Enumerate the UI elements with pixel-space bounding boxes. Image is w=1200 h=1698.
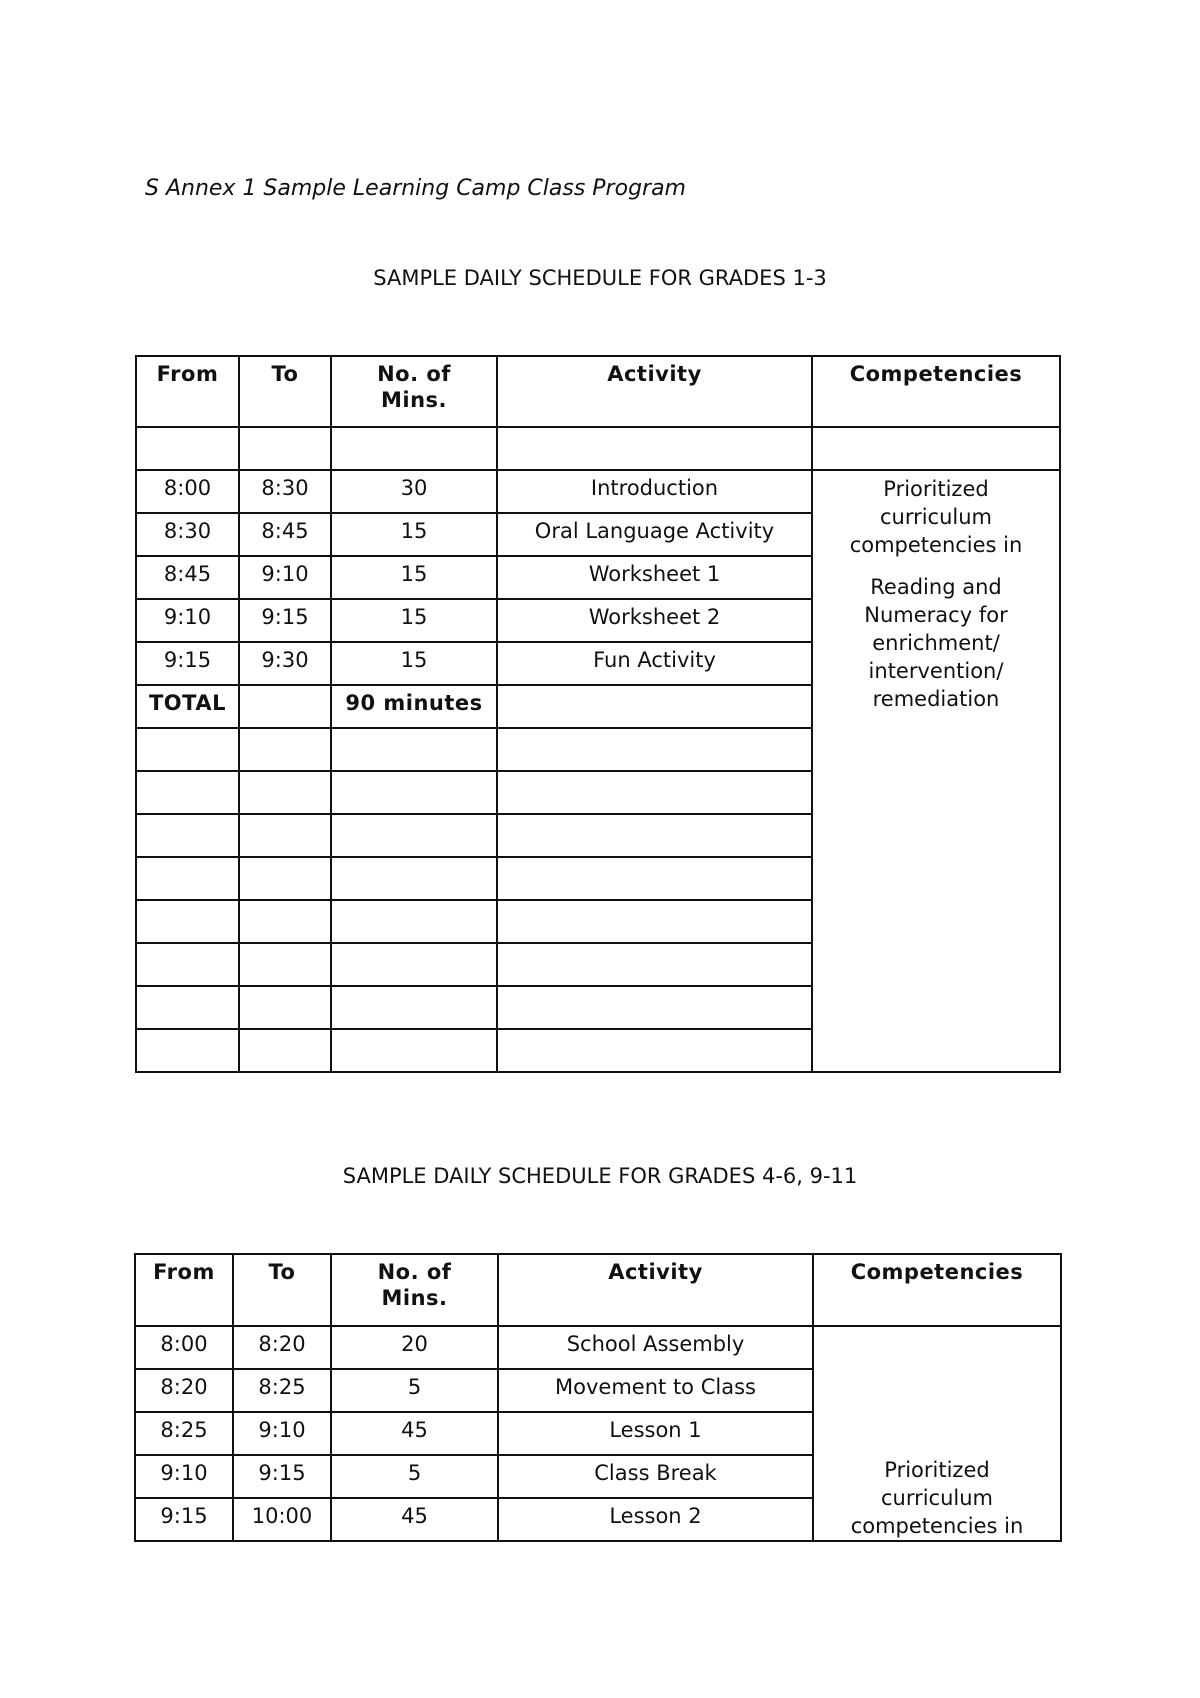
col-header-activity: Activity xyxy=(497,356,812,427)
cell-to: 9:30 xyxy=(239,642,331,685)
cell-activity: Lesson 1 xyxy=(498,1412,813,1455)
competency-line: competencies in xyxy=(849,533,1023,557)
cell-to: 9:10 xyxy=(239,556,331,599)
table-cell xyxy=(497,900,812,943)
document-title: S Annex 1 Sample Learning Camp Class Program xyxy=(145,176,686,201)
competency-paragraph-1 xyxy=(820,1456,1054,1540)
cell-mins: 15 xyxy=(331,642,497,685)
table-cell xyxy=(331,771,497,814)
table-cell xyxy=(497,728,812,771)
table-header-row xyxy=(135,1254,1061,1326)
competency-line: enrichment/ xyxy=(872,631,1000,655)
competency-line: curriculum xyxy=(879,505,993,529)
table-cell xyxy=(239,814,331,857)
cell-activity: Fun Activity xyxy=(497,642,812,685)
cell-from: 9:10 xyxy=(136,599,239,642)
table-cell xyxy=(136,771,239,814)
cell-mins: 45 xyxy=(331,1412,498,1455)
table-cell xyxy=(239,427,331,470)
table-cell xyxy=(497,857,812,900)
schedule-1-table xyxy=(135,355,1061,1073)
cell-mins: 30 xyxy=(331,470,497,513)
table-cell xyxy=(497,943,812,986)
table-cell xyxy=(136,943,239,986)
cell-activity: Movement to Class xyxy=(498,1369,813,1412)
col-header-mins-line1: No. of xyxy=(377,1260,452,1284)
table-cell xyxy=(136,1029,239,1072)
table-cell xyxy=(331,900,497,943)
table-cell xyxy=(497,1029,812,1072)
table-cell xyxy=(239,728,331,771)
cell-from: 8:20 xyxy=(135,1369,233,1412)
col-header-mins xyxy=(331,1254,498,1326)
table-cell xyxy=(239,900,331,943)
competency-line: Reading and xyxy=(870,575,1002,599)
cell-from: 8:45 xyxy=(136,556,239,599)
cell-mins: 15 xyxy=(331,556,497,599)
schedule-2-heading: SAMPLE DAILY SCHEDULE FOR GRADES 4-6, 9-11 xyxy=(342,1164,858,1188)
competency-line: intervention/ xyxy=(868,659,1004,683)
cell-activity: Worksheet 2 xyxy=(497,599,812,642)
col-header-competencies: Competencies xyxy=(812,356,1060,427)
competency-line: remediation xyxy=(872,687,1000,711)
table-cell xyxy=(136,857,239,900)
table-row xyxy=(135,1326,1061,1369)
competencies-cell xyxy=(812,470,1060,1072)
schedule-2-table xyxy=(134,1253,1062,1542)
col-header-to: To xyxy=(233,1254,331,1326)
cell-to: 8:30 xyxy=(239,470,331,513)
cell-mins: 15 xyxy=(331,513,497,556)
cell-mins: 20 xyxy=(331,1326,498,1369)
cell-from: 9:15 xyxy=(135,1498,233,1541)
cell-to: 10:00 xyxy=(233,1498,331,1541)
table-cell xyxy=(136,427,239,470)
cell-from: 8:30 xyxy=(136,513,239,556)
table-row xyxy=(136,470,1060,513)
competency-line: curriculum xyxy=(880,1486,994,1510)
col-header-from: From xyxy=(135,1254,233,1326)
table-cell xyxy=(331,857,497,900)
col-header-competencies: Competencies xyxy=(813,1254,1061,1326)
competency-paragraph-2 xyxy=(819,573,1053,713)
table-cell xyxy=(497,427,812,470)
cell-activity: School Assembly xyxy=(498,1326,813,1369)
table-cell xyxy=(497,814,812,857)
table-header-row xyxy=(136,356,1060,427)
table-cell xyxy=(497,986,812,1029)
table-cell xyxy=(331,1029,497,1072)
table-cell xyxy=(136,814,239,857)
table-cell xyxy=(136,728,239,771)
table-cell xyxy=(136,900,239,943)
cell-mins: 45 xyxy=(331,1498,498,1541)
cell-to: 8:20 xyxy=(233,1326,331,1369)
cell-from: 9:10 xyxy=(135,1455,233,1498)
col-header-mins-line2: Mins. xyxy=(380,388,448,412)
cell-to: 8:25 xyxy=(233,1369,331,1412)
cell-mins: 15 xyxy=(331,599,497,642)
table-cell xyxy=(239,1029,331,1072)
col-header-to: To xyxy=(239,356,331,427)
table-cell xyxy=(331,986,497,1029)
cell-from: 9:15 xyxy=(136,642,239,685)
table-cell xyxy=(239,986,331,1029)
competency-paragraph-1 xyxy=(819,475,1053,559)
table-cell xyxy=(331,427,497,470)
cell-to: 9:15 xyxy=(239,599,331,642)
col-header-from: From xyxy=(136,356,239,427)
cell-mins: 5 xyxy=(331,1455,498,1498)
cell-from: 8:25 xyxy=(135,1412,233,1455)
cell-from: 8:00 xyxy=(135,1326,233,1369)
table-cell xyxy=(331,728,497,771)
cell-activity: Class Break xyxy=(498,1455,813,1498)
cell-to: 9:10 xyxy=(233,1412,331,1455)
table-row-blank xyxy=(136,427,1060,470)
table-cell xyxy=(812,427,1060,470)
competency-line: competencies in xyxy=(850,1514,1024,1538)
cell-mins: 5 xyxy=(331,1369,498,1412)
schedule-1-heading: SAMPLE DAILY SCHEDULE FOR GRADES 1-3 xyxy=(373,266,827,290)
cell-activity: Introduction xyxy=(497,470,812,513)
cell-activity: Worksheet 1 xyxy=(497,556,812,599)
total-label: TOTAL xyxy=(136,685,239,728)
table-cell xyxy=(239,857,331,900)
table-cell xyxy=(497,685,812,728)
competency-line: Prioritized xyxy=(883,477,989,501)
competencies-cell xyxy=(813,1326,1061,1541)
table-cell xyxy=(331,814,497,857)
cell-to: 8:45 xyxy=(239,513,331,556)
table-cell xyxy=(239,943,331,986)
table-cell xyxy=(239,771,331,814)
col-header-activity: Activity xyxy=(498,1254,813,1326)
cell-to: 9:15 xyxy=(233,1455,331,1498)
cell-activity: Oral Language Activity xyxy=(497,513,812,556)
table-cell xyxy=(331,943,497,986)
cell-from: 8:00 xyxy=(136,470,239,513)
cell-activity: Lesson 2 xyxy=(498,1498,813,1541)
col-header-mins-line1: No. of xyxy=(377,362,451,386)
competency-line: Numeracy for xyxy=(864,603,1008,627)
table-cell xyxy=(497,771,812,814)
table-cell xyxy=(239,685,331,728)
total-minutes: 90 minutes xyxy=(331,685,497,728)
table-cell xyxy=(136,986,239,1029)
competency-line: Prioritized xyxy=(884,1458,990,1482)
col-header-mins xyxy=(331,356,497,427)
col-header-mins-line2: Mins. xyxy=(381,1286,448,1310)
